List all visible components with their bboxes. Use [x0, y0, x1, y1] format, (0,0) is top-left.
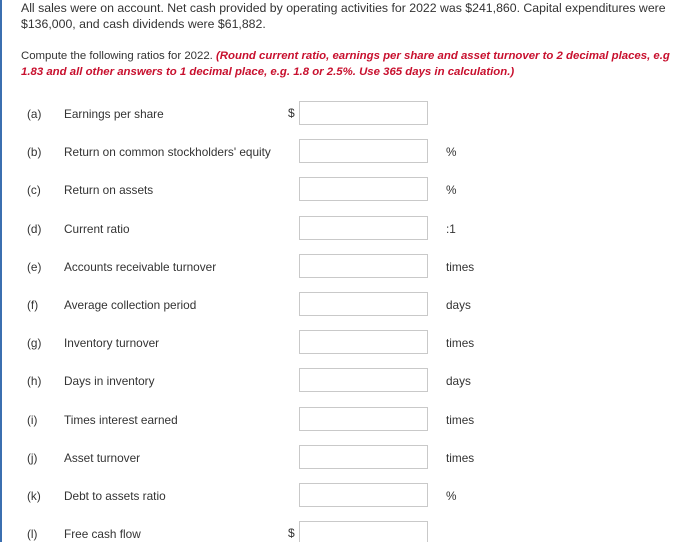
answer-input[interactable]: [299, 177, 428, 201]
row-letter: (b): [27, 145, 42, 159]
ratio-row: [2, 139, 700, 165]
row-letter: (j): [27, 451, 38, 465]
row-letter: (a): [27, 107, 42, 121]
unit-suffix: times: [446, 451, 475, 465]
ratio-label: Accounts receivable turnover: [64, 260, 217, 274]
row-letter: (c): [27, 183, 41, 197]
instructions: [21, 48, 693, 80]
unit-suffix: days: [446, 374, 471, 388]
ratio-label: Earnings per share: [64, 107, 164, 121]
row-letter: (d): [27, 222, 42, 236]
row-letter: (e): [27, 260, 42, 274]
ratio-label: Free cash flow: [64, 527, 141, 541]
ratio-row: [2, 407, 700, 433]
ratio-label: Current ratio: [64, 222, 130, 236]
answer-input[interactable]: [299, 139, 428, 163]
unit-suffix: days: [446, 298, 471, 312]
problem-context-text: All sales were on account. Net cash provided by operating activities for 2022 was $241,860. Capital expenditures were $136,000, and cash dividends were $61,882.: [21, 1, 666, 31]
ratio-label: Average collection period: [64, 298, 197, 312]
row-letter: (h): [27, 374, 42, 388]
unit-suffix: %: [446, 489, 457, 503]
ratio-row: [2, 445, 700, 471]
row-letter: (f): [27, 298, 39, 312]
answer-input[interactable]: [299, 521, 428, 542]
ratio-label: Times interest earned: [64, 413, 178, 427]
answer-input[interactable]: [299, 407, 428, 431]
ratio-row: [2, 177, 700, 203]
unit-suffix: times: [446, 336, 475, 350]
unit-suffix: :1: [446, 222, 456, 236]
answer-input[interactable]: [299, 445, 428, 469]
ratio-label: Days in inventory: [64, 374, 155, 388]
unit-suffix: times: [446, 260, 475, 274]
ratio-label: Debt to assets ratio: [64, 489, 166, 503]
answer-input[interactable]: [299, 292, 428, 316]
currency-prefix: $: [288, 106, 295, 120]
answer-input[interactable]: [299, 330, 428, 354]
ratio-label: Asset turnover: [64, 451, 141, 465]
ratio-row: [2, 254, 700, 280]
instructions-lead: Compute the following ratios for 2022.: [21, 50, 217, 62]
unit-suffix: %: [446, 183, 457, 197]
ratio-row: [2, 101, 700, 127]
unit-suffix: times: [446, 413, 475, 427]
row-letter: (i): [27, 413, 38, 427]
row-letter: (k): [27, 489, 41, 503]
ratio-row: [2, 368, 700, 394]
answer-input[interactable]: [299, 216, 428, 240]
ratio-row: [2, 292, 700, 318]
ratio-row: [2, 330, 700, 356]
rounding-hint: (Round current ratio, earnings per share and asset turnover to 2 decimal places, e.g 1.83 and all other answers to 1 decimal place, e.g. 1.8 or 2.5%. Use 365 days in calculation.): [21, 50, 670, 78]
ratio-row: [2, 521, 700, 542]
unit-suffix: %: [446, 145, 457, 159]
answer-input[interactable]: [299, 483, 428, 507]
ratio-label: Return on common stockholders' equity: [64, 145, 271, 159]
currency-prefix: $: [288, 526, 295, 540]
row-letter: (g): [27, 336, 42, 350]
ratio-label: Inventory turnover: [64, 336, 160, 350]
answer-input[interactable]: [299, 254, 428, 278]
answer-input[interactable]: [299, 101, 428, 125]
ratio-label: Return on assets: [64, 183, 154, 197]
ratio-row: [2, 483, 700, 509]
ratio-row: [2, 216, 700, 242]
answer-input[interactable]: [299, 368, 428, 392]
row-letter: (l): [27, 527, 38, 541]
